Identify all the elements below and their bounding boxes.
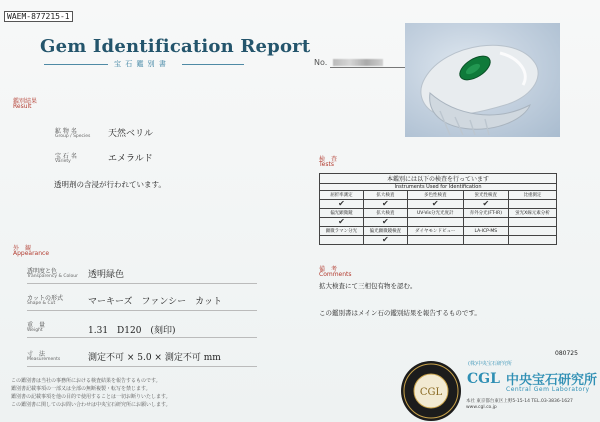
- divider: [27, 310, 257, 311]
- lab-small-name: (株)中央宝石研究所: [468, 361, 512, 367]
- check-mark-icon: [464, 218, 508, 226]
- seal-text: CGL: [419, 387, 443, 398]
- instrument-label: LA-ICP-MS: [463, 227, 508, 236]
- shape-label-jp: カットの形式: [27, 295, 63, 302]
- report-tag: WAEM-877215-1: [4, 11, 73, 22]
- tests-section-jp: 検 査: [319, 156, 338, 163]
- report-no-underline: [330, 67, 405, 68]
- instrument-label: [508, 227, 556, 236]
- instrument-label: UV-Vis分光光度計: [407, 209, 463, 218]
- divider: [27, 366, 257, 367]
- instrument-label: 拡大検査: [363, 191, 407, 200]
- color-label-jp: 透明度と色: [27, 268, 58, 275]
- lab-seal: [401, 361, 461, 421]
- lab-logo: CGL: [467, 371, 500, 387]
- shape-value: マーキーズ ファンシー カット: [88, 297, 223, 307]
- instrument-label: 顕微ラマン分光: [320, 227, 364, 236]
- seal-icon: [401, 361, 461, 421]
- variety-label-jp: 宝 石 名: [55, 153, 77, 160]
- report-no-redacted: [333, 59, 383, 66]
- color-label-en: Transparency & Colour: [27, 274, 78, 279]
- shape-label-en: Shape & Cut: [27, 301, 56, 306]
- lab-address: 本社 東京都台東区上野5-15-14 TEL.03-3836-1627: [466, 399, 573, 404]
- appearance-section-en: Appearance: [13, 250, 50, 257]
- report-no-label: No.: [314, 58, 328, 67]
- color-value: 透明緑色: [88, 270, 125, 280]
- comment-text: 拡大検査にて三相包有物を認む。: [319, 282, 417, 290]
- instrument-label: 比重測定: [508, 191, 556, 200]
- divider: [27, 337, 257, 338]
- lab-name-jp: 中央宝石研究所: [506, 373, 598, 388]
- subtitle-jp: 宝 石 鑑 別 書: [114, 60, 167, 68]
- footer-note: 鑑別書の記載事項を他の目的で使用することは一切お断りいたします。: [11, 394, 171, 400]
- instruments-table: [319, 173, 557, 245]
- treatment-note: 透明剤の含浸が行われています。: [54, 180, 166, 189]
- species-value: 天然ベリル: [108, 129, 154, 139]
- check-mark-icon: [509, 236, 556, 244]
- divider: [27, 283, 257, 284]
- measurements-label-jp: 寸 法: [27, 351, 46, 358]
- subtitle-row: [44, 59, 244, 69]
- variety-label-en: Variety: [55, 159, 71, 164]
- check-mark-icon: ✔: [482, 199, 490, 208]
- check-mark-icon: [408, 218, 463, 226]
- instrument-label: 屈折率測定: [320, 191, 364, 200]
- check-mark-icon: ✔: [381, 199, 389, 208]
- result-section-en: Result: [13, 103, 32, 110]
- result-section-jp: 鑑別結果: [13, 98, 38, 105]
- lab-name-en: Central Gem Laboratory: [506, 386, 590, 393]
- subtitle-rule-right: [182, 64, 244, 65]
- check-mark-icon: [320, 236, 363, 244]
- lab-url: www.cgl.co.jp: [466, 405, 497, 410]
- species-label-jp: 鉱 物 名: [55, 128, 77, 135]
- check-mark-icon: [464, 236, 508, 244]
- check-mark-icon: ✔: [338, 199, 345, 208]
- stone-photo: [405, 23, 560, 137]
- subtitle-rule-left: [44, 64, 108, 65]
- footer-note: 鑑別書記載事項の一部又は全部の無断複製・転写を禁じます。: [11, 386, 151, 392]
- instrument-label: 多色性検査: [407, 191, 463, 200]
- report-title: Gem Identification Report: [40, 36, 311, 57]
- instrument-label: 偏光顕微鏡検査: [363, 227, 407, 236]
- serial-number: 080725: [555, 350, 578, 357]
- instrument-label: 赤外分光(FT-IR): [463, 209, 508, 218]
- instrument-label: 拡大検査: [363, 209, 407, 218]
- instruments-label-row: [320, 209, 557, 218]
- variety-value: エメラルド: [108, 154, 153, 164]
- instruments-check-row: [320, 200, 557, 209]
- appearance-section-jp: 外 観: [13, 245, 32, 252]
- footer-note: この鑑別書に関してのお問い合わせは中央宝石研究所にお願いします。: [11, 402, 171, 408]
- check-mark-icon: ✔: [381, 235, 389, 244]
- weight-label-jp: 重 量: [27, 322, 46, 329]
- weight-label-en: Weight: [27, 328, 43, 333]
- check-mark-icon: ✔: [338, 217, 345, 226]
- check-mark-icon: [509, 218, 556, 226]
- check-mark-icon: ✔: [431, 199, 439, 208]
- instruments-label-row: [320, 227, 557, 236]
- measurements-value: 測定不可 × 5.0 × 測定不可 mm: [88, 353, 221, 363]
- tests-section-en: Tests: [319, 161, 334, 168]
- instruments-title-jp: 本鑑別には以下の検査を行っています: [320, 174, 557, 184]
- comments-section-jp: 備 考: [319, 266, 338, 273]
- instrument-label: 蛍光X線元素分析: [508, 209, 556, 218]
- ring-photo-icon: [405, 23, 560, 137]
- instrument-label: 偏光顕微鏡: [320, 209, 364, 218]
- footer-note: この鑑別書は当社の事務所における検査結果を報告するものです。: [11, 378, 161, 384]
- weight-value: 1.31 D120 (刻印): [88, 326, 176, 336]
- instrument-label: ダイヤモンドビュー: [407, 227, 463, 236]
- instrument-label: 蛍光性検査: [463, 191, 508, 200]
- species-label-en: Group / Species: [55, 134, 91, 139]
- check-mark-icon: [408, 236, 463, 244]
- comments-section-en: Comments: [319, 271, 352, 278]
- check-mark-icon: [509, 200, 556, 208]
- main-stone-note: この鑑別書はメイン石の鑑別結果を報告するものです。: [319, 309, 481, 317]
- instruments-title-en: Instruments Used for Identification: [320, 184, 557, 191]
- instruments-check-row: [320, 236, 557, 245]
- check-mark-icon: ✔: [381, 217, 389, 226]
- measurements-label-en: Measurements: [27, 357, 61, 362]
- instruments-check-row: [320, 218, 557, 227]
